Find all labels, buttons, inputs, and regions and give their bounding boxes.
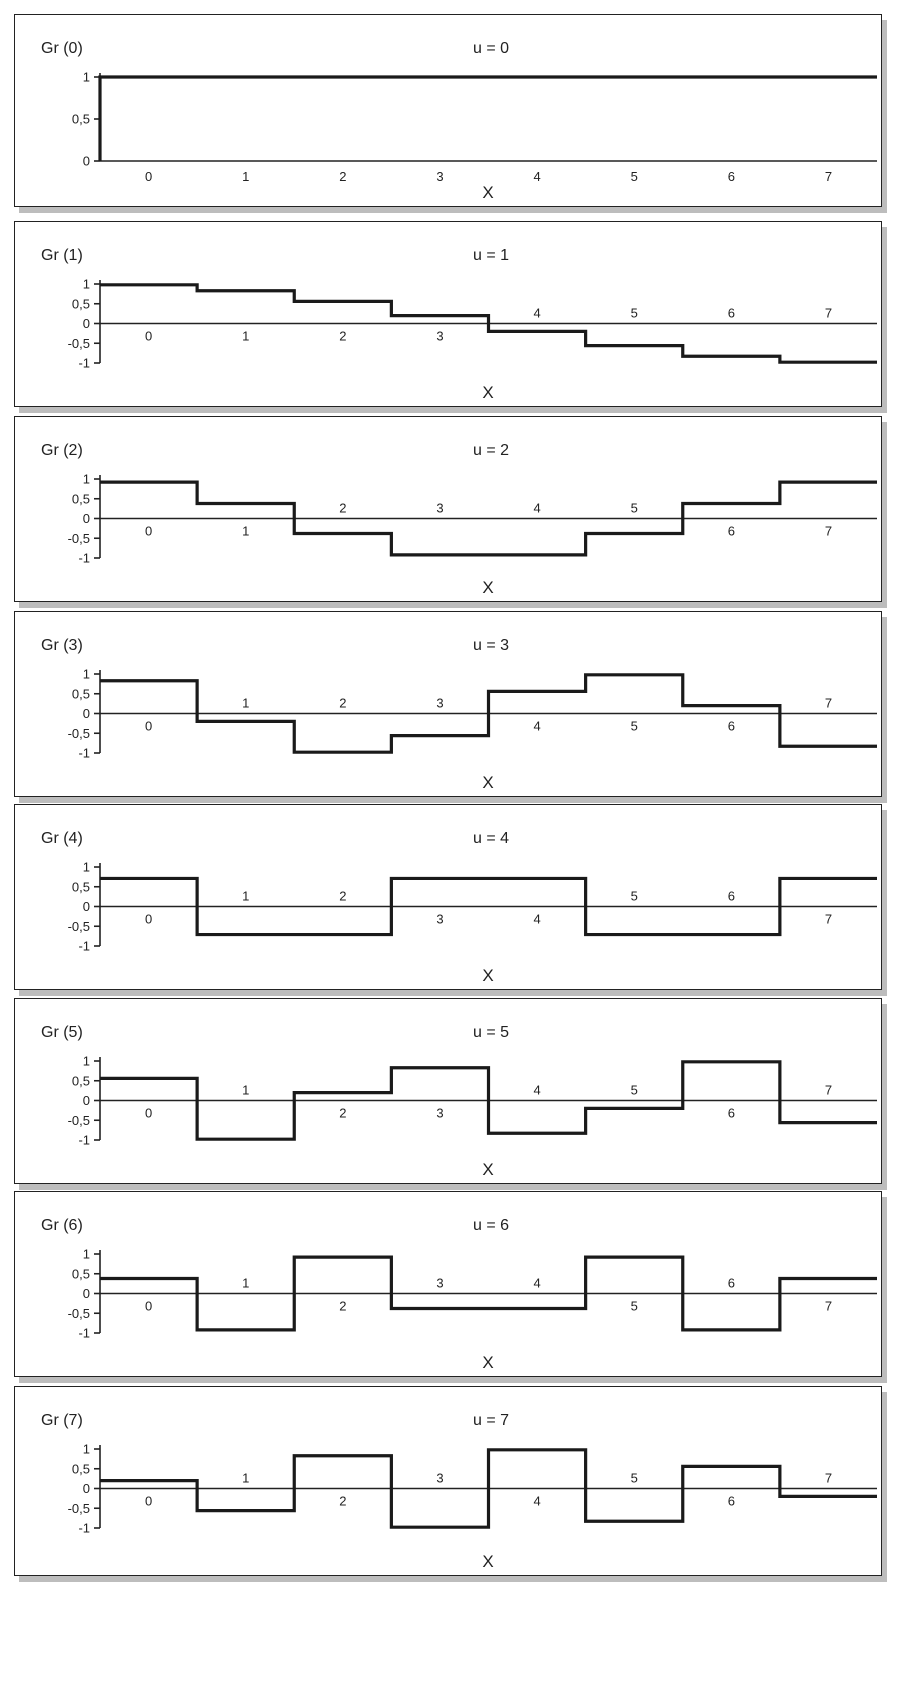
x-axis-label: X bbox=[482, 383, 494, 402]
chart-title: u = 6 bbox=[472, 1217, 510, 1234]
x-tick-label: 1 bbox=[242, 1082, 250, 1098]
x-tick-label: 5 bbox=[630, 500, 638, 516]
y-tick-label: -1 bbox=[78, 550, 90, 566]
x-tick-label: 2 bbox=[339, 328, 347, 344]
y-tick-label: 1 bbox=[82, 859, 90, 875]
y-tick-label: -1 bbox=[78, 355, 90, 371]
x-tick-label: 2 bbox=[339, 1105, 347, 1121]
chart-panel-2 bbox=[14, 416, 882, 602]
y-tick-label: 0,5 bbox=[71, 1461, 90, 1477]
y-tick-label: -0,5 bbox=[67, 1500, 90, 1516]
y-tick-label: -0,5 bbox=[67, 725, 90, 741]
y-tick-label: 1 bbox=[82, 1053, 90, 1069]
x-tick-label: 0 bbox=[144, 1493, 153, 1509]
x-tick-label: 0 bbox=[144, 718, 153, 734]
x-tick-label: 2 bbox=[339, 888, 347, 904]
y-tick-label: 0 bbox=[82, 706, 90, 721]
chart-title: u = 5 bbox=[472, 1024, 510, 1041]
x-tick-label: 1 bbox=[242, 169, 250, 184]
y-tick-label: -1 bbox=[78, 1325, 90, 1341]
y-tick-label: -1 bbox=[78, 1520, 90, 1536]
x-tick-label: 5 bbox=[630, 305, 638, 321]
x-axis-label: X bbox=[482, 1160, 494, 1179]
y-tick-label: 0,5 bbox=[71, 1266, 90, 1282]
y-tick-label: 1 bbox=[82, 69, 90, 85]
y-tick-label: -0,5 bbox=[67, 1305, 90, 1321]
step-series bbox=[100, 77, 877, 161]
x-tick-label: 6 bbox=[727, 1275, 735, 1291]
x-tick-label: 2 bbox=[339, 500, 347, 516]
chart-title: u = 3 bbox=[472, 637, 510, 654]
x-tick-label: 0 bbox=[144, 1298, 153, 1314]
x-tick-label: 4 bbox=[533, 718, 541, 734]
chart-svg-0 bbox=[15, 15, 883, 208]
x-tick-label: 1 bbox=[242, 328, 250, 344]
chart-svg-3 bbox=[15, 612, 883, 798]
y-tick-label: 0,5 bbox=[71, 686, 90, 702]
y-tick-label: 0 bbox=[82, 316, 90, 331]
y-tick-label: 0,5 bbox=[71, 296, 90, 312]
y-tick-label: 0 bbox=[82, 153, 90, 169]
x-tick-label: 5 bbox=[630, 169, 638, 184]
x-tick-label: 5 bbox=[630, 1298, 638, 1314]
x-tick-label: 7 bbox=[824, 305, 833, 321]
x-tick-label: 6 bbox=[727, 718, 735, 734]
chart-panel-6 bbox=[14, 1191, 882, 1377]
chart-svg-7 bbox=[15, 1387, 883, 1577]
y-tick-label: 0 bbox=[82, 1286, 90, 1301]
y-tick-label: 1 bbox=[82, 1441, 90, 1457]
y-tick-label: 0 bbox=[82, 511, 90, 526]
x-tick-label: 4 bbox=[533, 1275, 541, 1291]
y-tick-label: 0 bbox=[82, 899, 90, 914]
x-axis-label: X bbox=[482, 578, 494, 597]
x-axis-label: X bbox=[482, 773, 494, 792]
y-tick-label: -0,5 bbox=[67, 335, 90, 351]
panel-label: Gr (3) bbox=[41, 637, 83, 654]
x-tick-label: 4 bbox=[533, 169, 541, 184]
x-tick-label: 4 bbox=[533, 911, 541, 927]
chart-panel-3 bbox=[14, 611, 882, 797]
x-tick-label: 2 bbox=[339, 169, 347, 184]
x-tick-label: 7 bbox=[824, 1470, 833, 1486]
y-tick-label: 0,5 bbox=[71, 111, 90, 127]
panel-label: Gr (2) bbox=[41, 442, 83, 459]
x-tick-label: 3 bbox=[436, 695, 444, 711]
chart-svg-6 bbox=[15, 1192, 883, 1378]
y-tick-label: -1 bbox=[78, 938, 90, 954]
x-tick-label: 2 bbox=[339, 1298, 347, 1314]
y-tick-label: 0,5 bbox=[71, 1073, 90, 1089]
x-tick-label: 6 bbox=[727, 1493, 735, 1509]
x-tick-label: 5 bbox=[630, 888, 638, 904]
chart-panel-0 bbox=[14, 14, 882, 207]
x-tick-label: 4 bbox=[533, 500, 541, 516]
panel-label: Gr (4) bbox=[41, 830, 83, 847]
panel-label: Gr (6) bbox=[41, 1217, 83, 1234]
y-tick-label: 0,5 bbox=[71, 491, 90, 507]
x-tick-label: 6 bbox=[727, 888, 735, 904]
x-tick-label: 3 bbox=[436, 169, 444, 184]
x-tick-label: 3 bbox=[436, 911, 444, 927]
x-tick-label: 7 bbox=[824, 911, 833, 927]
x-tick-label: 5 bbox=[630, 718, 638, 734]
x-tick-label: 1 bbox=[242, 523, 250, 539]
x-tick-label: 4 bbox=[533, 305, 541, 321]
x-tick-label: 0 bbox=[144, 328, 153, 344]
chart-title: u = 1 bbox=[472, 247, 510, 264]
x-tick-label: 4 bbox=[533, 1082, 541, 1098]
panel-label: Gr (1) bbox=[41, 247, 83, 264]
x-tick-label: 7 bbox=[824, 1298, 833, 1314]
x-tick-label: 2 bbox=[339, 1493, 347, 1509]
y-tick-label: -1 bbox=[78, 745, 90, 761]
y-tick-label: -0,5 bbox=[67, 1112, 90, 1128]
y-tick-label: 1 bbox=[82, 471, 90, 487]
x-tick-label: 3 bbox=[436, 1470, 444, 1486]
x-tick-label: 7 bbox=[824, 1082, 833, 1098]
x-axis-label: X bbox=[482, 966, 494, 985]
x-tick-label: 3 bbox=[436, 1105, 444, 1121]
y-tick-label: 1 bbox=[82, 276, 90, 292]
x-tick-label: 6 bbox=[727, 523, 735, 539]
y-tick-label: 0 bbox=[82, 1093, 90, 1108]
panel-label: Gr (7) bbox=[41, 1412, 83, 1429]
y-tick-label: -0,5 bbox=[67, 530, 90, 546]
x-tick-label: 0 bbox=[144, 1105, 153, 1121]
x-tick-label: 0 bbox=[144, 523, 153, 539]
x-tick-label: 1 bbox=[242, 1470, 250, 1486]
chart-panel-4 bbox=[14, 804, 882, 990]
chart-svg-2 bbox=[15, 417, 883, 603]
x-tick-label: 1 bbox=[242, 888, 250, 904]
x-tick-label: 5 bbox=[630, 1470, 638, 1486]
chart-svg-1 bbox=[15, 222, 883, 408]
chart-title: u = 0 bbox=[472, 40, 510, 57]
x-tick-label: 3 bbox=[436, 500, 444, 516]
chart-title: u = 7 bbox=[472, 1412, 510, 1429]
y-tick-label: 0,5 bbox=[71, 879, 90, 895]
chart-svg-5 bbox=[15, 999, 883, 1185]
x-tick-label: 1 bbox=[242, 695, 250, 711]
panel-label: Gr (0) bbox=[41, 40, 83, 57]
x-tick-label: 7 bbox=[824, 695, 833, 711]
y-tick-label: 1 bbox=[82, 666, 90, 682]
x-tick-label: 3 bbox=[436, 328, 444, 344]
x-tick-label: 1 bbox=[242, 1275, 250, 1291]
chart-panel-5 bbox=[14, 998, 882, 1184]
x-tick-label: 0 bbox=[144, 911, 153, 927]
panel-label: Gr (5) bbox=[41, 1024, 83, 1041]
x-axis-label: X bbox=[482, 183, 494, 202]
chart-title: u = 4 bbox=[472, 830, 510, 847]
x-tick-label: 0 bbox=[144, 169, 153, 184]
x-tick-label: 6 bbox=[727, 305, 735, 321]
x-tick-label: 7 bbox=[824, 169, 833, 184]
y-tick-label: -1 bbox=[78, 1132, 90, 1148]
y-tick-label: 1 bbox=[82, 1246, 90, 1262]
x-tick-label: 6 bbox=[727, 169, 735, 184]
x-tick-label: 4 bbox=[533, 1493, 541, 1509]
x-tick-label: 6 bbox=[727, 1105, 735, 1121]
x-axis-label: X bbox=[482, 1552, 494, 1571]
x-axis-label: X bbox=[482, 1353, 494, 1372]
x-tick-label: 5 bbox=[630, 1082, 638, 1098]
x-tick-label: 2 bbox=[339, 695, 347, 711]
x-tick-label: 3 bbox=[436, 1275, 444, 1291]
x-tick-label: 7 bbox=[824, 523, 833, 539]
y-tick-label: 0 bbox=[82, 1481, 90, 1496]
chart-panel-7 bbox=[14, 1386, 882, 1576]
chart-svg-4 bbox=[15, 805, 883, 991]
chart-title: u = 2 bbox=[472, 442, 510, 459]
chart-panel-1 bbox=[14, 221, 882, 407]
y-tick-label: -0,5 bbox=[67, 918, 90, 934]
